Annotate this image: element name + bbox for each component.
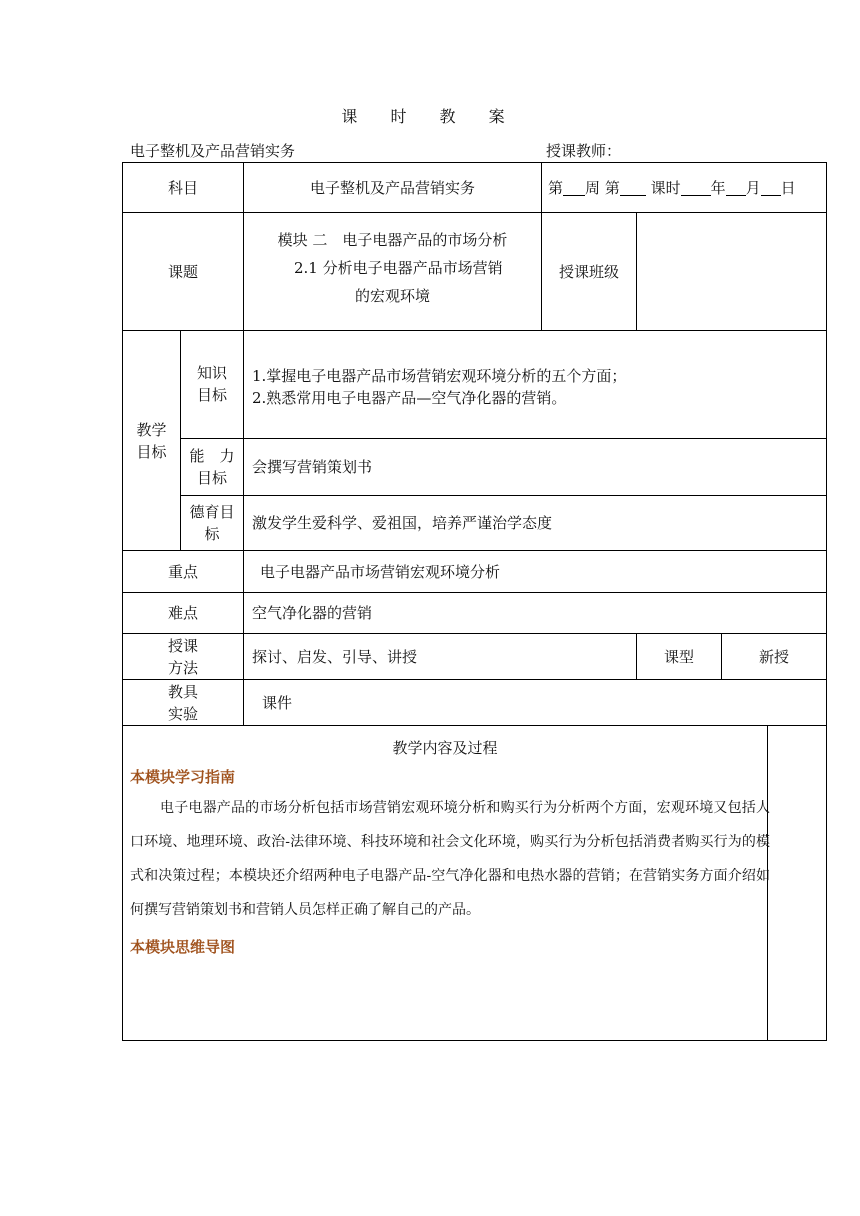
schedule-field: [548, 163, 826, 212]
period-blank: [620, 179, 646, 196]
table-divider: [243, 330, 244, 550]
class-label: 授课班级: [558, 262, 619, 281]
moral-label-line-2: 标: [204, 525, 220, 543]
ability-value: 会撰写营销策划书: [252, 458, 373, 476]
week-blank: [563, 179, 585, 196]
knowledge-value: [252, 365, 822, 409]
tools-value: 课件: [262, 693, 293, 712]
knowledge-label-line-1: 知识: [196, 364, 227, 382]
topic-line-2: 2.1 分析电子电器产品市场营销: [294, 259, 503, 277]
guide-heading: 本模块学习指南: [130, 768, 236, 786]
topic-value: [244, 226, 541, 326]
type-value: 新授: [758, 647, 789, 666]
knowledge-label: [181, 362, 243, 406]
tools-label: [123, 680, 243, 725]
moral-label: [181, 496, 243, 550]
day-label: 日: [780, 178, 796, 197]
month-label: 月: [745, 178, 761, 197]
method-label-line-1: 授课: [167, 636, 198, 655]
difficult-value: 空气净化器的营销: [252, 604, 373, 622]
year-blank: [681, 179, 711, 196]
subject-value: 电子整机及产品营销实务: [309, 178, 475, 197]
week-suffix: 周: [585, 178, 601, 197]
difficult-label: 难点: [167, 604, 198, 622]
ability-label-line-2: 目标: [196, 469, 227, 487]
week-prefix: 第: [548, 178, 564, 197]
tools-label-line-2: 实验: [167, 704, 198, 723]
class-value: [637, 213, 826, 330]
subject-label: 科目: [167, 178, 198, 197]
topic-line-3: 的宏观环境: [354, 287, 430, 305]
day-blank: [761, 179, 781, 196]
tools-label-line-1: 教具: [167, 682, 198, 701]
table-border-right: [826, 162, 827, 1041]
moral-label-line-1: 德育目: [189, 503, 235, 521]
topic-label: 课题: [167, 262, 198, 281]
table-border-bottom: [122, 1040, 827, 1041]
period-suffix: 课时: [650, 178, 681, 197]
period-prefix: 第: [604, 178, 620, 197]
table-divider: [122, 330, 827, 331]
goals-label-line-1: 教学: [136, 420, 167, 439]
goals-label: [123, 331, 180, 550]
goals-label-line-2: 目标: [136, 442, 167, 461]
topic-line-1: 模块 二 电子电器产品的市场分析: [277, 231, 508, 249]
knowledge-item-1: 1.掌握电子电器产品市场营销宏观环境分析的五个方面；: [252, 367, 627, 385]
ability-label-line-1: 能 力: [189, 447, 235, 465]
knowledge-item-2: 2.熟悉常用电子电器产品—空气净化器的营销。: [252, 389, 567, 407]
moral-value: 激发学生爱科学、爱祖国，培养严谨治学态度: [252, 514, 553, 532]
year-label: 年: [710, 178, 726, 197]
key-value: 电子电器产品市场营销宏观环境分析: [260, 562, 501, 581]
teacher-label: 授课教师：: [546, 142, 622, 160]
document-title: 课 时 教 案: [341, 107, 519, 126]
content-title: 教学内容及过程: [392, 739, 498, 757]
course-name: 电子整机及产品营销实务: [130, 142, 296, 160]
key-label: 重点: [167, 562, 198, 581]
ability-label: [181, 439, 243, 495]
knowledge-label-line-2: 目标: [196, 386, 227, 404]
table-divider: [122, 725, 827, 726]
mindmap-heading: 本模块思维导图: [130, 938, 236, 956]
type-label: 课型: [663, 647, 694, 666]
table-divider: [243, 550, 244, 725]
month-blank: [726, 179, 746, 196]
method-label-line-2: 方法: [167, 658, 198, 677]
method-value: 探讨、启发、引导、讲授: [252, 647, 418, 666]
guide-text: 电子电器产品的市场分析包括市场营销宏观环境分析和购买行为分析两个方面，宏观环境又包括人口环境、地理环境、政治-法律环境、科技环境和社会文化环境，购买行为分析包括消费者购买行为的模式和决策过程；本模块还介绍两种电子电器产品-空气净化器和电热水器的营销；在营销实务方面介绍如何撰写营销策划书和营销人员怎样正确了解自己的产品。: [130, 800, 770, 918]
method-label: [123, 634, 243, 679]
